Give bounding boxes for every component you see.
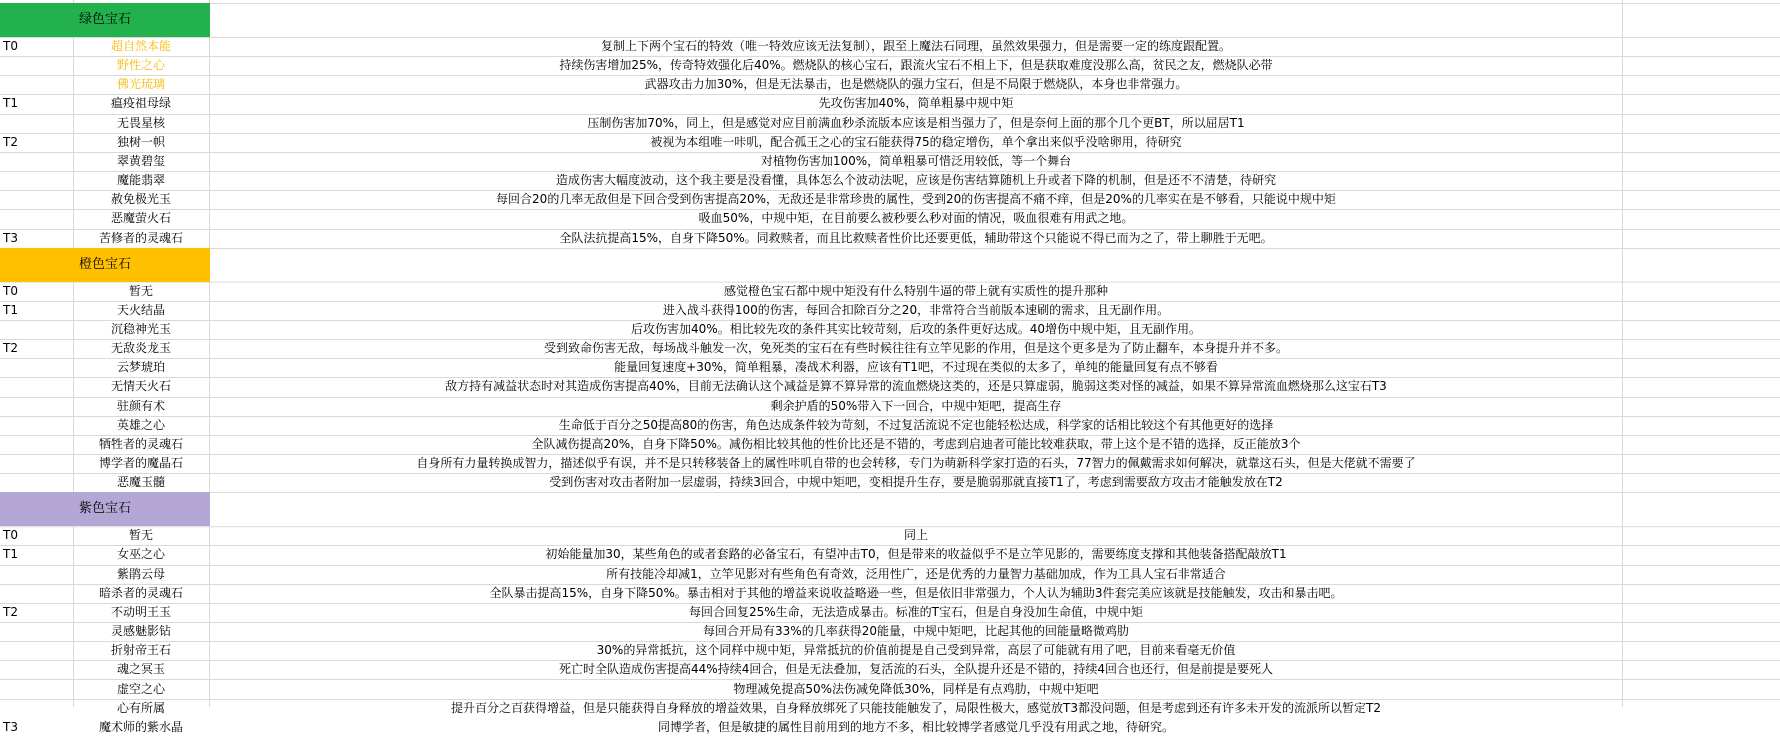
gem-name-cell[interactable]: 女巫之心 <box>116 547 165 562</box>
description-cell[interactable]: 初始能量加30，某些角色的或者套路的必备宝石，有望冲击T0，但是带来的收益似乎不是立竿见影的，需要练度支撑和其他装备搭配敲放T1 <box>545 547 1287 562</box>
top-cut-row <box>0 0 1780 3</box>
tier-cell[interactable]: T1 <box>3 302 18 317</box>
description-cell[interactable]: 自身所有力量转换成智力，描述似乎有误，并不是只转移装备上的属性咔叽自带的也会转移，专门为萌新科学家打造的石头，77智力的佩戴需求如何解决，就靠这石头，但是大佬就不需要了 <box>416 456 1416 470</box>
table-row <box>0 152 1780 171</box>
description-cell[interactable]: 剩余护盾的50%带入下一回合，中规中矩吧，提高生存 <box>770 398 1062 413</box>
table-row <box>0 603 1780 622</box>
tier-cell[interactable] <box>3 660 73 679</box>
tier-cell[interactable]: T0 <box>3 283 18 298</box>
table-row <box>0 229 1780 248</box>
description-cell[interactable]: 全队法抗提高15%，自身下降50%。同救赎者，而且比救赎者性价比还要更低，辅助带这个只能说不得已而为之了，带上聊胜于无吧。 <box>559 230 1273 245</box>
description-cell[interactable]: 所有技能冷却减1，立竿见影对有些角色有奇效，泛用性广，还是优秀的力量智力基础加成，作为工具人宝石非常适合 <box>606 566 1226 581</box>
tier-cell[interactable]: T2 <box>3 341 18 356</box>
tier-cell[interactable] <box>3 56 73 75</box>
table-row <box>0 75 1780 94</box>
description-cell[interactable]: 生命低于百分之50提高80的伤害，角色达成条件较为苛刻，不过复活流说不定也能轻松达成，科学家的话相比较这个有其他更好的选择 <box>558 417 1274 432</box>
table-row <box>0 397 1780 416</box>
table-row <box>0 416 1780 435</box>
table-row <box>0 339 1780 358</box>
tier-cell[interactable] <box>3 473 73 492</box>
gem-name-cell[interactable]: 佛光琉璃 <box>116 77 165 92</box>
gem-name-cell[interactable]: 虚空之心 <box>116 681 165 696</box>
description-cell[interactable]: 死亡时全队造成伤害提高44%持续4回合，但是无法叠加，复活流的石头，全队提升还是不错的，持续4回合也还行，但是前提是要死人 <box>559 662 1273 677</box>
tier-cell[interactable] <box>3 584 73 603</box>
description-cell[interactable]: 能量回复速度+30%，简单粗暴，凑战术利器，应该有T1吧，不过现在类似的太多了，单纯的能量回复有点不够看 <box>614 360 1218 375</box>
table-row <box>0 114 1780 133</box>
tier-cell[interactable] <box>3 641 73 660</box>
tier-cell[interactable] <box>3 680 73 699</box>
tier-cell[interactable] <box>3 397 73 416</box>
tier-cell[interactable] <box>3 358 73 377</box>
table-row <box>0 94 1780 113</box>
description-cell[interactable]: 受到致命伤害无敌，每场战斗触发一次，免死类的宝石在有些时候往往有立竿见影的作用，但是这个更多是为了防止翻车，本身提升并不多。 <box>543 341 1288 356</box>
gem-name-cell[interactable]: 赦免极光玉 <box>110 192 171 207</box>
table-row <box>0 545 1780 564</box>
table-row <box>0 473 1780 492</box>
table-row <box>0 526 1780 545</box>
table-row <box>0 718 1780 737</box>
tier-cell[interactable]: T0 <box>3 39 18 53</box>
description-cell[interactable]: 进入战斗获得100的伤害，每回合扣除百分之20，非常符合当前版本速刷的需求，且无副作用。 <box>662 302 1170 317</box>
table-row <box>0 209 1780 228</box>
gem-name-cell[interactable]: 野性之心 <box>116 58 165 73</box>
gem-name-cell[interactable]: 暂无 <box>128 528 153 543</box>
description-cell[interactable]: 后攻伤害加40%。相比较先攻的条件其实比较苛刻，后攻的条件更好达成。40增伤中规中矩，且无副作用。 <box>631 321 1201 336</box>
table-row <box>0 37 1780 56</box>
table-row <box>0 584 1780 603</box>
table-row <box>0 660 1780 679</box>
description-cell[interactable]: 30%的异常抵抗，这个同样中规中矩，异常抵抗的价值前提是自己受到异常，高层了可能就有用了吧，目前来看毫无价值 <box>596 643 1236 658</box>
description-cell[interactable]: 全队暴击提高15%，自身下降50%。暴击相对于其他的增益来说收益略逊一些，但是依旧非常强力，个人认为辅助3件套完美应该就是技能触发，攻击和暴击吧。 <box>489 585 1343 600</box>
tier-cell[interactable] <box>3 114 73 133</box>
tier-cell[interactable] <box>3 416 73 435</box>
gem-name-cell[interactable]: 魔术师的紫水晶 <box>98 719 183 734</box>
tier-cell[interactable]: T3 <box>3 719 18 734</box>
tier-cell[interactable]: T2 <box>3 604 18 619</box>
description-cell[interactable]: 吸血50%，中规中矩，在目前要么被秒要么秒对面的情况，吸血很难有用武之地。 <box>698 211 1134 226</box>
table-row <box>0 282 1780 301</box>
table-row <box>0 358 1780 377</box>
description-cell[interactable]: 每回合20的几率无敌但是下回合受到伤害提高20%，无敌还是非常珍贵的属性，受到20的伤害提高不痛不痒，但是20%的几率实在是不够看，只能说中规中矩 <box>496 192 1336 207</box>
gem-name-cell[interactable]: 独树一帜 <box>116 134 165 149</box>
table-row <box>0 320 1780 339</box>
gem-name-cell[interactable]: 恶魔萤火石 <box>110 211 171 226</box>
description-cell[interactable]: 每回合开局有33%的几率获得20能量，中规中矩吧，比起其他的回能量略微鸡肋 <box>703 624 1129 639</box>
gem-name-cell[interactable]: 天火结晶 <box>116 302 165 317</box>
section-header[interactable]: 紫色宝石 <box>0 492 210 526</box>
table-row <box>0 565 1780 584</box>
description-cell[interactable]: 物理减免提高50%法伤减免降低30%，同样是有点鸡肋，中规中矩吧 <box>733 681 1099 696</box>
gem-name-cell[interactable]: 灵感魅影钻 <box>110 624 171 639</box>
tier-cell[interactable] <box>3 320 73 339</box>
gem-name-cell[interactable]: 英雄之心 <box>116 417 165 432</box>
gem-name-cell[interactable]: 无敌炎龙玉 <box>110 341 171 356</box>
tier-cell[interactable] <box>3 209 73 228</box>
tier-cell[interactable] <box>3 377 73 396</box>
table-row <box>0 301 1780 320</box>
description-cell[interactable]: 感觉橙色宝石都中规中矩没有什么特别牛逼的带上就有实质性的提升那种 <box>723 283 1108 298</box>
gem-name-cell[interactable]: 魔能翡翠 <box>116 173 165 188</box>
gem-name-cell[interactable]: 翠黄碧玺 <box>116 153 165 168</box>
table-row <box>0 622 1780 641</box>
table-row <box>0 435 1780 454</box>
gem-name-cell[interactable]: 沉稳神光玉 <box>110 321 171 336</box>
gem-name-cell[interactable]: 博学者的魔晶石 <box>98 456 183 470</box>
tier-cell[interactable] <box>3 435 73 454</box>
tier-cell[interactable] <box>3 622 73 641</box>
tier-cell[interactable] <box>3 565 73 584</box>
gem-name-cell[interactable]: 恶魔玉髓 <box>116 475 165 490</box>
gem-name-cell[interactable]: 心有所属 <box>116 700 165 715</box>
gem-name-cell[interactable]: 驻颜有术 <box>116 398 165 413</box>
table-row <box>0 641 1780 660</box>
tier-cell[interactable]: T0 <box>3 528 18 543</box>
description-cell[interactable]: 武器攻击力加30%，但是无法暴击，也是燃烧队的强力宝石，但是不局限于燃烧队，本身也非常强力。 <box>644 77 1188 92</box>
gem-name-cell[interactable]: 魂之冥玉 <box>116 662 165 677</box>
description-cell[interactable]: 同博学者，但是敏捷的属性目前用到的地方不多，相比较博学者感觉几乎没有用武之地，待研究。 <box>657 719 1174 734</box>
description-cell[interactable]: 被视为本组唯一咔叽，配合孤王之心的宝石能获得75的稳定增伤，单个拿出来似乎没啥卵用，待研究 <box>650 134 1182 149</box>
description-cell[interactable]: 提升百分之百获得增益，但是只能获得自身释放的增益效果，自身释放绑死了只能技能触发了，局限性极大，感觉放T3都没问题，但是考虑到还有许多未开发的流派所以暂定T2 <box>451 700 1381 715</box>
description-cell[interactable]: 压制伤害加70%，同上，但是感觉对应目前满血秒杀流版本应该是相当强力了，但是奈何上面的那个几个更BT，所以屈居T1 <box>587 115 1245 130</box>
table-row <box>0 171 1780 190</box>
description-cell[interactable]: 每回合回复25%生命，无法造成暴击。标准的T宝石，但是自身没加生命值，中规中矩 <box>688 604 1143 619</box>
section-header[interactable]: 橙色宝石 <box>0 248 210 282</box>
gem-name-cell[interactable]: 云梦琥珀 <box>116 360 165 375</box>
tier-cell[interactable]: T1 <box>3 547 18 562</box>
tier-cell[interactable] <box>3 152 73 171</box>
gem-name-cell[interactable]: 牺牲者的灵魂石 <box>98 436 183 451</box>
gem-name-cell[interactable]: 无情天火石 <box>110 379 171 394</box>
tier-cell[interactable] <box>3 75 73 94</box>
tier-cell[interactable] <box>3 699 73 718</box>
description-cell[interactable]: 复制上下两个宝石的特效（唯一特效应该无法复制），跟至上魔法石同理，虽然效果强力，但是需要一定的练度跟配置。 <box>600 39 1231 53</box>
gem-name-cell[interactable]: 苦修者的灵魂石 <box>98 230 183 245</box>
table-row <box>0 190 1780 209</box>
tier-cell[interactable] <box>3 171 73 190</box>
table-row <box>0 56 1780 75</box>
gem-name-cell[interactable]: 暂无 <box>128 283 153 298</box>
description-cell[interactable]: 受到伤害对攻击者附加一层虚弱，持续3回合，中规中矩吧，变相提升生存，要是脆弱那就直接T1了，考虑到需要敌方攻击才能触发放在T2 <box>549 475 1283 490</box>
gem-name-cell[interactable]: 不动明王玉 <box>110 604 171 619</box>
tier-cell[interactable] <box>3 190 73 209</box>
tier-cell[interactable] <box>3 454 73 473</box>
tier-cell[interactable]: T2 <box>3 134 18 149</box>
description-cell[interactable]: 同上 <box>903 528 928 543</box>
description-cell[interactable]: 敌方持有减益状态时对其造成伤害提高40%，目前无法确认这个减益是算不算异常的流血燃烧这类的，还是只算虚弱，脆弱这类对怪的减益，如果不算异常流血燃烧那么这宝石T3 <box>445 379 1387 394</box>
description-cell[interactable]: 先攻伤害加40%，简单粗暴中规中矩 <box>818 96 1014 111</box>
gem-name-cell[interactable]: 瘟疫祖母绿 <box>110 96 171 111</box>
description-cell[interactable]: 对植物伤害加100%，简单粗暴可惜泛用较低，等一个舞台 <box>760 153 1072 168</box>
table-row <box>0 377 1780 396</box>
gem-name-cell[interactable]: 无畏星核 <box>116 115 165 130</box>
gem-name-cell[interactable]: 超自然本能 <box>110 39 171 53</box>
tier-cell[interactable]: T3 <box>3 230 18 245</box>
tier-cell[interactable]: T1 <box>3 96 18 111</box>
gem-name-cell[interactable]: 折射帝王石 <box>110 643 171 658</box>
gem-name-cell[interactable]: 暗杀者的灵魂石 <box>98 585 183 600</box>
description-cell[interactable]: 造成伤害大幅度波动，这个我主要是没看懂，具体怎么个波动法呢，应该是伤害结算随机上升或者下降的机制，但是还不不清楚，待研究 <box>555 173 1276 188</box>
description-cell[interactable]: 持续伤害增加25%，传奇特效强化后40%。燃烧队的核心宝石，跟流火宝石不相上下，但是获取难度没那么高，贫民之友，燃烧队必带 <box>559 58 1273 73</box>
table-row <box>0 133 1780 152</box>
table-row <box>0 699 1780 718</box>
section-header[interactable]: 绿色宝石 <box>0 3 210 37</box>
description-cell[interactable]: 全队减伤提高20%，自身下降50%。减伤相比较其他的性价比还是不错的，考虑到启迪者可能比较难获取，带上这个是不错的选择，反正能放3个 <box>531 436 1301 451</box>
table-row <box>0 454 1780 473</box>
gem-name-cell[interactable]: 紫鹃云母 <box>116 566 165 581</box>
table-row <box>0 680 1780 699</box>
